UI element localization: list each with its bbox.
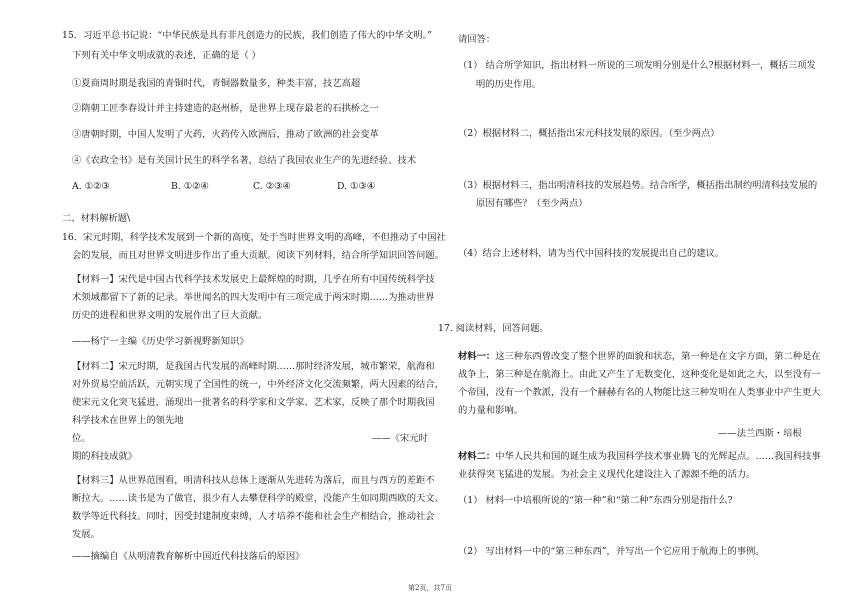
q17-material1-heading: 材料一： (458, 351, 496, 362)
q16-material2-source2: 期的科技成就》 (72, 451, 138, 462)
q16-material3-line4: 发展。 (72, 529, 100, 540)
q17-material2-line2: 业获得突飞猛进的发展。为社会主义现代化建设注入了源源不绝的活力。 (458, 469, 756, 480)
q16-part1-line1: （1） 结合所学知识，指出材料一所说的三项发明分别是什么?根据材料一，概括三项发 (458, 60, 816, 71)
q16-material1-source: ——杨宁一主编《历史学习新视野新知识》 (72, 336, 249, 347)
q16-material3-line2: 断拉大。……读书是为了做官，很少有人去攀登科学的殿堂，没能产生如同期西欧的天文、 (72, 493, 444, 504)
page-footer: 第2页，共7页 (408, 584, 452, 592)
q17-material2-text: 中华人民共和国的诞生成为我国科学技术事业腾飞的光辉起点。……我国科技事 (495, 451, 821, 462)
q16-material3-source: ——摘编自《从明清教育解析中国近代科技落后的原因》 (72, 551, 305, 562)
q15-statement-3: ③唐朝时期，中国人发明了火药，火药传入欧洲后，推动了欧洲的社会变革 (72, 129, 379, 140)
q16-intro-line1: 16．宋元时期，科学技术发展到一个新的高度，处于当时世界文明的高峰，不但推动了中国社 (62, 232, 446, 243)
q17-material1-line2: 战争上，第三种是在航海上。由此又产生了无数变化，这种变化是如此之大，以至没有一 (458, 369, 821, 380)
q16-material1-line2: 术领域都留下了新的记录。举世闻名的四大发明中有三项完成于两宋时期……为推动世界 (72, 292, 435, 303)
q15-option-d[interactable]: D. ①③④ (337, 181, 376, 192)
q16-material2-line3: 使宋元文化突飞猛进，涌现出一批著名的科学家和文学家、艺术家，反映了那个时期我国 (72, 397, 435, 408)
q16-part3-line1: （3）根据材料三，指出明清科技的发展趋势。结合所学，概括指出制约明清科技发展的 (458, 180, 818, 191)
q15-option-c[interactable]: C. ②③④ (253, 181, 291, 192)
q16-material2-line1: 【材料二】宋元时期，是我国古代发展的高峰时期……那时经济发展，城市繁荣，航海和 (72, 361, 435, 372)
q17-material1-line1 (458, 351, 821, 363)
q16-material2-line2: 对外贸易空前活跃，元朝实现了全国性的统一，中外经济文化交流频繁，两大因素的结合， (72, 379, 444, 390)
q17-material2-heading: 材料二： (458, 451, 496, 462)
q16-material2-line4: 科学技术在世界上的领先地 (72, 415, 184, 426)
q16-part4: （4）结合上述材料，请为当代中国科技的发展提出自己的建议。 (458, 248, 725, 259)
q16-part3-line2: 原因有哪些？（至少两点） (476, 198, 588, 209)
q16-material1-line1: 【材料一】宋代是中国古代科学技术发展史上最辉煌的时期，几乎在所有中国传统科学技 (72, 274, 435, 285)
q17-material1-source: ——法兰西斯・培根 (718, 428, 802, 439)
q17-material1-line3: 个帝国，没有一个教派，没有一个赫赫有名的人物能比这三种发明在人类事业中产生更大 (458, 387, 821, 398)
q15-statement-2: ②隋朝工匠李春设计并主持建造的赵州桥，是世界上现存最老的石拱桥之一 (72, 103, 379, 114)
answer-prompt: 请回答： (458, 34, 496, 45)
q16-part1-line2: 明的历史作用。 (476, 79, 542, 90)
q15-option-a[interactable]: A. ①②③ (72, 181, 110, 192)
q16-material2-source1: ——《宋元时 (372, 433, 428, 444)
q16-material2-line5: 位。 (72, 433, 91, 444)
q17-part2: （2） 写出材料一中的“第三种东西”，并写出一个它应用于航海上的事例。 (458, 546, 765, 557)
q17-part1: （1） 材料一中培根所说的“第一种”和“第二种”东西分别是指什么? (458, 495, 733, 506)
q16-intro-line2: 会的发展，而且对世界文明进步作出了重大贡献。阅读下列材料，结合所学知识回答问题。 (72, 250, 444, 261)
q17-material1-text: 这三种东西曾改变了整个世界的面貌和状态，第一种是在文字方面，第二种是在 (495, 351, 821, 362)
q16-material3-line3: 数学等近代科技。同时，因受封建制度束缚，人才培养不能和社会生产相结合，推动社会 (72, 511, 435, 522)
q17-stem: 17. 阅读材料，回答问题。 (438, 323, 549, 334)
q15-option-b[interactable]: B. ①②④ (171, 181, 209, 192)
q16-part2: （2）根据材料二，概括指出宋元科技发展的原因。（至少两点） (458, 128, 720, 139)
q15-stem-line2: 下列有关中华文明成就的表述，正确的是（ ） (72, 50, 261, 61)
q15-statement-4: ④《农政全书》是有关国计民生的科学名著，总结了我国农业生产的先进经验、技术 (72, 155, 416, 166)
q15-statement-1: ①夏商周时期是我国的青铜时代，青铜器数量多，种类丰富，技艺高超 (72, 78, 361, 89)
q16-material3-line1: 【材料三】从世界范围看，明清科技从总体上逐渐从先进转为落后，而且与西方的差距不 (72, 475, 435, 486)
q17-material1-line4: 的力量和影响。 (458, 405, 524, 416)
q15-stem-line1: 15．习近平总书记说：“中华民族是具有非凡创造力的民族，我们创造了伟大的中华文明。” (62, 30, 432, 41)
q16-material1-line3: 历史的进程和世界文明的发展作出了巨大贡献。 (72, 310, 268, 321)
q17-material2-line1 (458, 451, 821, 463)
section-heading: 二、材料解析题\ (62, 213, 131, 224)
